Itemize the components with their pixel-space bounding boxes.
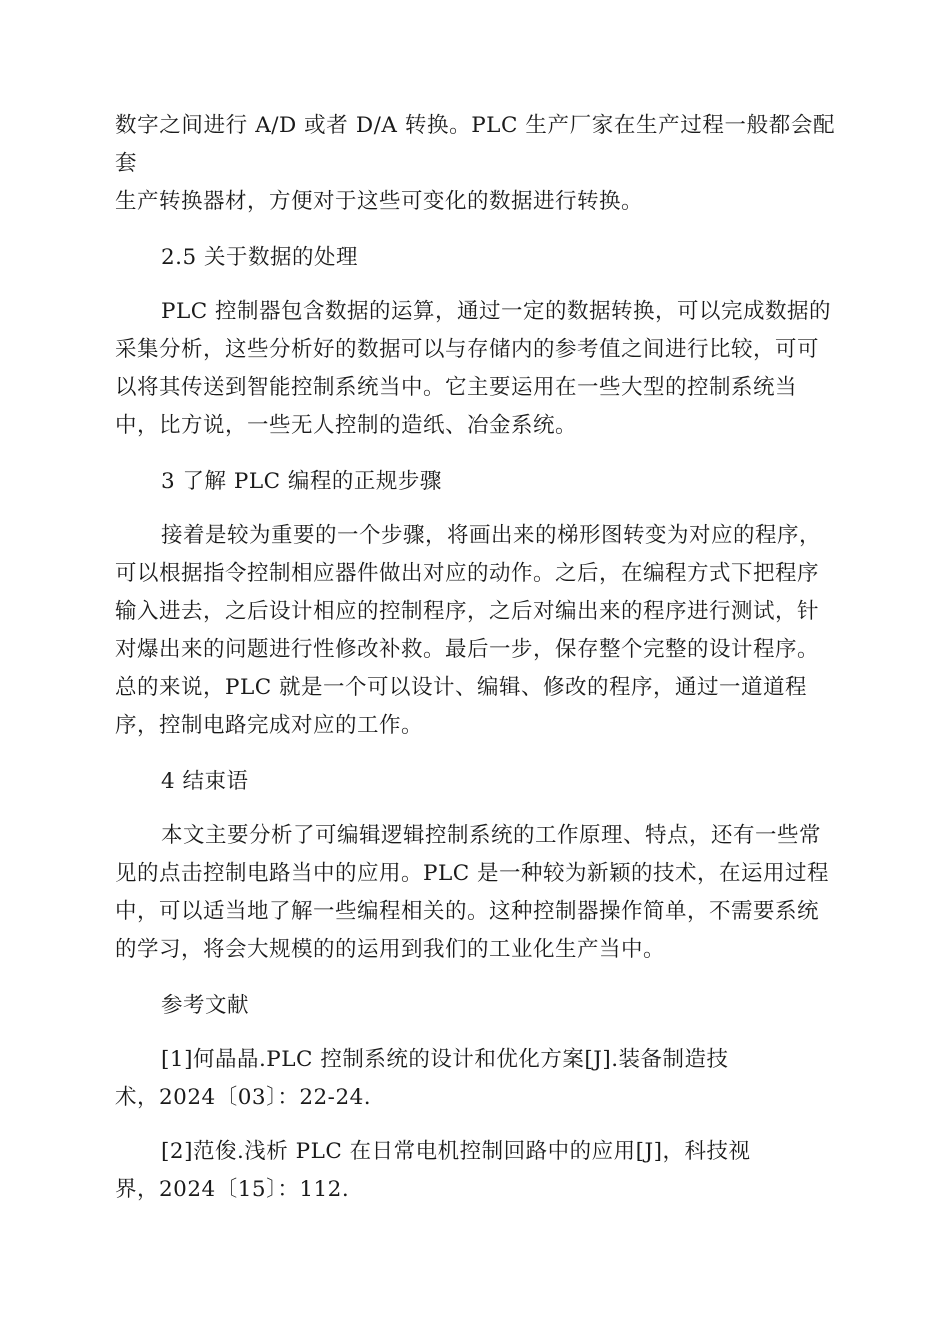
text-line: 术，2024〔03〕：22-24. [115, 1085, 372, 1110]
text-line: 界，2024〔15〕：112. [115, 1177, 350, 1202]
text-line: 可以根据指令控制相应器件做出对应的动作。之后，在编程方式下把程序 [115, 561, 820, 586]
text-line: 本文主要分析了可编辑逻辑控制系统的工作原理、特点，还有一些常 [161, 823, 822, 848]
text-line: PLC 控制器包含数据的运算，通过一定的数据转换，可以完成数据的 [161, 299, 832, 324]
text-line: 输入进去，之后设计相应的控制程序，之后对编出来的程序进行测试，针 [115, 599, 820, 624]
text-line: 以将其传送到智能控制系统当中。它主要运用在一些大型的控制系统当 [115, 375, 798, 400]
paragraph-conclusion [115, 817, 835, 969]
references-heading: 参考文献 [161, 993, 250, 1018]
text-line: 采集分析，这些分析好的数据可以与存储内的参考值之间进行比较，可可 [115, 337, 820, 362]
text-line: [1]何晶晶.PLC 控制系统的设计和优化方案[J].装备制造技 [161, 1047, 729, 1072]
reference-item-2 [115, 1133, 835, 1209]
text-line: 的学习，将会大规模的的运用到我们的工业化生产当中。 [115, 937, 666, 962]
text-line: 见的点击控制电路当中的应用。PLC 是一种较为新颖的技术，在运用过程 [115, 861, 830, 886]
section-heading-2-5: 2.5 关于数据的处理 [161, 245, 359, 270]
section-heading-4: 4 结束语 [161, 769, 249, 794]
paragraph-continuation [115, 107, 835, 221]
text-line: 对爆出来的问题进行性修改补救。最后一步，保存整个完整的设计程序。 [115, 637, 820, 662]
section-heading-3: 3 了解 PLC 编程的正规步骤 [161, 469, 442, 494]
text-line: 中，可以适当地了解一些编程相关的。这种控制器操作简单，不需要系统 [115, 899, 820, 924]
reference-item-1 [115, 1041, 835, 1117]
paragraph-programming-steps [115, 517, 835, 745]
paragraph-data-processing [115, 293, 835, 445]
text-line: 接着是较为重要的一个步骤，将画出来的梯形图转变为对应的程序， [161, 523, 822, 548]
text-line: 总的来说，PLC 就是一个可以设计、编辑、修改的程序，通过一道道程 [115, 675, 808, 700]
text-line: 数字之间进行 A/D 或者 D/A 转换。PLC 生产厂家在生产过程一般都会配套 [115, 113, 835, 176]
text-line: 生产转换器材，方便对于这些可变化的数据进行转换。 [115, 189, 644, 214]
text-line: 序，控制电路完成对应的工作。 [115, 713, 424, 738]
text-line: 中，比方说，一些无人控制的造纸、冶金系统。 [115, 413, 578, 438]
text-line: [2]范俊.浅析 PLC 在日常电机控制回路中的应用[J]，科技视 [161, 1139, 751, 1164]
document-page [115, 107, 835, 1225]
